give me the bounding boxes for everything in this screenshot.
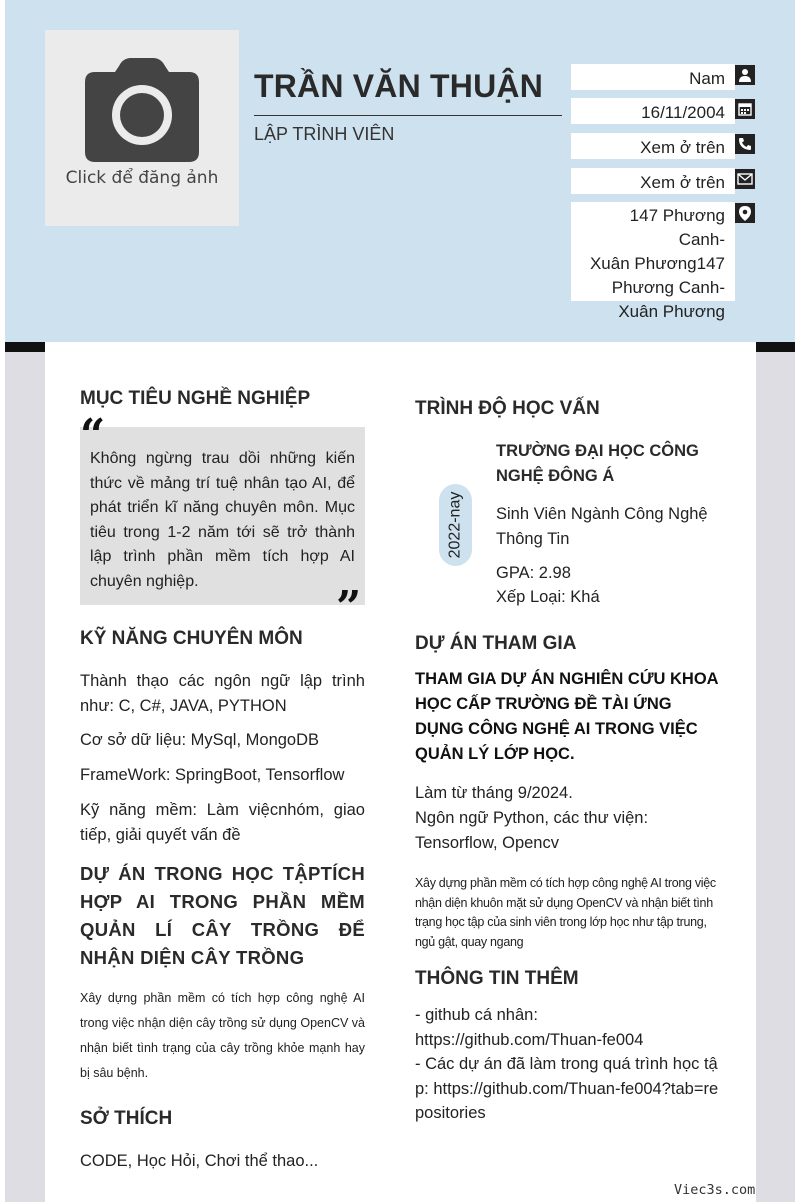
project-start: Làm từ tháng 9/2024.: [415, 784, 573, 802]
github-link[interactable]: - github cá nhân: https://github.com/Thuan-fe004: [415, 1006, 644, 1049]
gpa: GPA: 2.98: [496, 564, 571, 582]
candidate-name: TRẦN VĂN THUẬN: [254, 68, 544, 104]
gender-value: Nam: [571, 64, 735, 90]
info-birthday: [571, 98, 755, 124]
hobbies-title: SỞ THÍCH: [80, 1108, 173, 1129]
education-period-badge: [439, 484, 472, 566]
projects-link[interactable]: - Các dự án đã làm trong quá trình học tập: https://github.com/Thuan-fe004?tab=repositories: [415, 1055, 719, 1122]
extra-info-title: THÔNG TIN THÊM: [415, 968, 579, 989]
phone-icon: [735, 134, 755, 154]
study-project-title: DỰ ÁN TRONG HỌC TẬPTÍCH HỢP AI TRONG PHẦN MỀM QUẢN LÍ CÂY TRỒNG ĐỂ NHẬN DIỆN CÂY TRỒNG: [80, 863, 365, 968]
job-title: LẬP TRÌNH VIÊN: [254, 124, 395, 144]
career-goal-title: MỤC TIÊU NGHỀ NGHIỆP: [80, 388, 311, 409]
open-quote-icon: “: [80, 410, 106, 461]
career-goal-text: Không ngừng trau dồi những kiến thức về mảng trí tuệ nhân tạo AI, để phát triển kĩ năng chuyên môn. Mục tiêu trong 1-2 năm tới sẽ trở thành lập trình phần mềm tích hợp AI chuyên nghiệp.: [80, 427, 365, 605]
project-description: Xây dựng phần mềm có tích hợp công nghệ AI trong việc nhận diện khuôn mặt sử dụng OpenCV và nhận biết tình trạng học tập của sinh viên trong lớp học như tập trung, ngủ gật, quay ngang: [415, 876, 716, 949]
email-value: Xem ở trên: [571, 168, 735, 194]
address-line: 147 Phương Canh-: [629, 206, 725, 249]
study-project-description: Xây dựng phần mềm có tích hợp công nghệ AI trong việc nhận diện cây trồng sử dụng OpenCV và nhận biết tình trạng của cây trồng khỏe mạnh hay bị sâu bệnh.: [80, 991, 365, 1080]
projects-title: DỰ ÁN THAM GIA: [415, 633, 577, 654]
skills-title: KỸ NĂNG CHUYÊN MÔN: [80, 628, 303, 649]
close-quote-icon: ”: [336, 582, 362, 633]
location-pin-icon: [735, 203, 755, 223]
address-line: Phương Canh-: [611, 278, 725, 297]
info-address: [571, 202, 755, 321]
name-underline: [254, 115, 562, 116]
education-period: 2022-nay: [446, 491, 464, 559]
info-email: [571, 168, 755, 194]
skill-item: Cơ sở dữ liệu: MySql, MongoDB: [80, 731, 320, 749]
skill-item: Kỹ năng mềm: Làm việcnhóm, giao tiếp, giải quyết vấn đề: [80, 801, 365, 844]
project-tech: Ngôn ngữ Python, các thư viện: Tensorflow, Opencv: [415, 809, 649, 852]
person-icon: [735, 65, 755, 85]
education-title: TRÌNH ĐỘ HỌC VẤN: [415, 398, 600, 419]
skill-item: FrameWork: SpringBoot, Tensorflow: [80, 766, 345, 784]
info-phone: [571, 133, 755, 159]
info-gender: [571, 64, 755, 90]
phone-value: Xem ở trên: [571, 133, 735, 159]
address-value: [571, 202, 735, 321]
address-line: Xuân Phương147: [589, 254, 725, 273]
watermark: Viec3s.com: [674, 1182, 756, 1198]
birthday-value: 16/11/2004: [571, 98, 735, 124]
calendar-icon: [735, 99, 755, 119]
school-name: TRƯỜNG ĐẠI HỌC CÔNG NGHỆ ĐÔNG Á: [496, 442, 699, 485]
photo-upload[interactable]: [45, 30, 239, 226]
address-line: Xuân Phương: [618, 302, 725, 321]
project-name: THAM GIA DỰ ÁN NGHIÊN CỨU KHOA HỌC CẤP TRƯỜNG ĐỀ TÀI ỨNG DỤNG CÔNG NGHỆ AI TRONG VIỆC QUẢN LÝ LỚP HỌC.: [415, 670, 718, 763]
major: Sinh Viên Ngành Công Nghệ Thông Tin: [496, 505, 708, 548]
envelope-icon: [735, 169, 755, 189]
camera-icon: [83, 58, 201, 162]
rank: Xếp Loại: Khá: [496, 588, 600, 606]
hobbies-text: CODE, Học Hỏi, Chơi thể thao...: [80, 1152, 319, 1170]
photo-caption: Click để đăng ảnh: [65, 168, 219, 188]
skill-item: Thành thạo các ngôn ngữ lập trình như: C, C#, JAVA, PYTHON: [80, 672, 365, 715]
